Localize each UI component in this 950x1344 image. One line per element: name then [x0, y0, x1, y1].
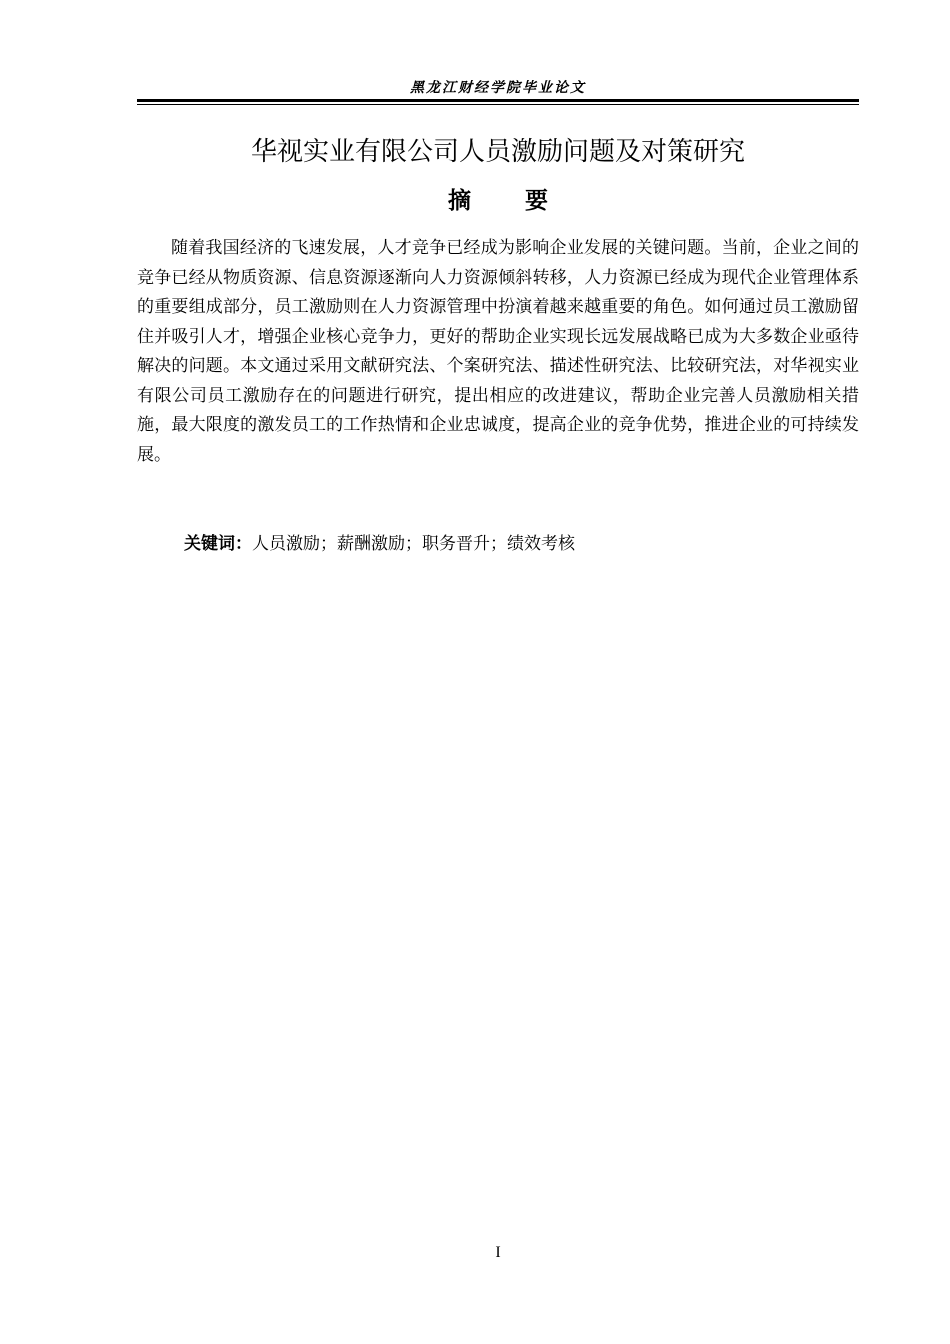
abstract-heading: 摘要 [448, 188, 602, 214]
keywords-value: 人员激励；薪酬激励；职务晋升；绩效考核 [252, 534, 575, 554]
keywords-line [184, 530, 859, 558]
document-title: 华视实业有限公司人员激励问题及对策研究 [250, 137, 745, 167]
keywords-label: 关键词： [184, 534, 252, 554]
header-rule-thick [137, 99, 859, 102]
header-rule-thin [137, 104, 859, 105]
running-header: 黑龙江财经学院毕业论文 [410, 80, 586, 96]
page-number: I [495, 1244, 501, 1261]
abstract-body: 随着我国经济的飞速发展，人才竞争已经成为影响企业发展的关键问题。当前，企业之间的竞争已经从物质资源、信息资源逐渐向人力资源倾斜转移，人力资源已经成为现代企业管理体系的重要组成部分，员工激励则在人力资源管理中扮演着越来越重要的角色。如何通过员工激励留住并吸引人才，增强企业核心竞争力，更好的帮助企业实现长远发展战略已成为大多数企业亟待解决的问题。本文通过采用文献研究法、个案研究法、描述性研究法、比较研究法，对华视实业有限公司员工激励存在的问题进行研究，提出相应的改进建议，帮助企业完善人员激励相关措施，最大限度的激发员工的工作热情和企业忠诚度，提高企业的竞争优势，推进企业的可持续发展。 [137, 238, 859, 465]
